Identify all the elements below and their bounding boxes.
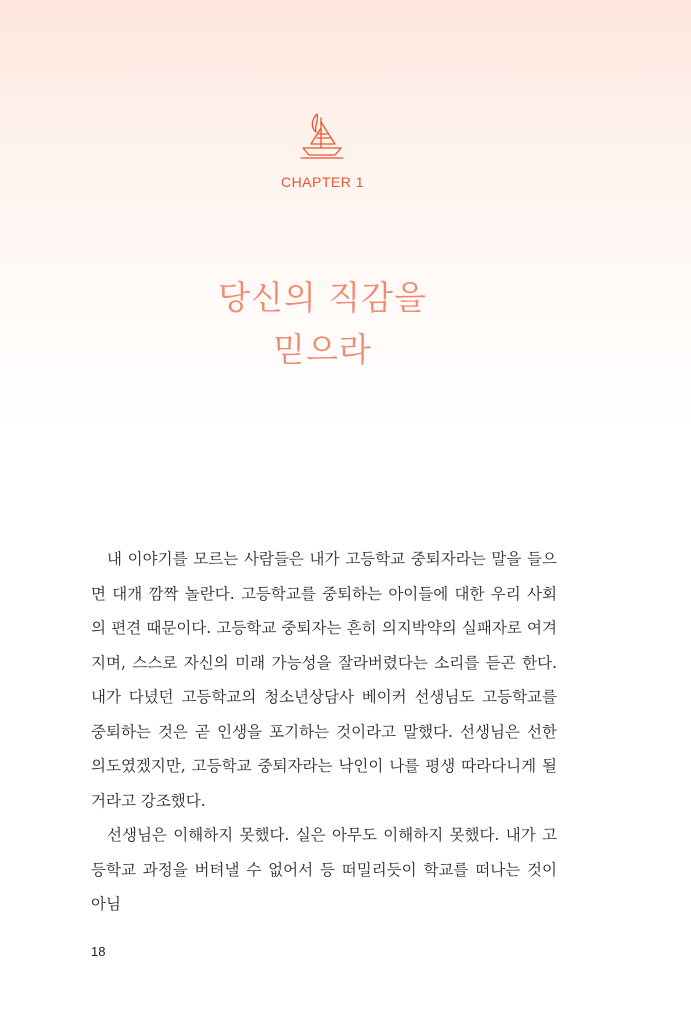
chapter-label: CHAPTER 1 — [280, 174, 365, 190]
paragraph: 내 이야기를 모르는 사람들은 내가 고등학교 중퇴자라는 말을 들으면 대개 깜짝 놀란다. 고등학교를 중퇴하는 아이들에 대한 우리 사회의 편견 때문이다. 고등학교 중퇴자는 흔히 의지박약의 실패자로 여겨지며, 스스로 자신의 미래 가능성을 잘라버렸다는 소리를 듣곤 한다. 내가 다녔던 고등학교의 청소년상담사 베이커 선생님도 고등학교를 중퇴하는 것은 곧 인생을 포기하는 것이라고 말했다. 선생님은 선한 의도였겠지만, 고등학교 중퇴자라는 낙인이 나를 평생 따라다니게 될 거라고 강조했다. — [91, 550, 557, 810]
page-number: 18 — [91, 944, 106, 959]
sailboat-icon — [297, 110, 349, 162]
chapter-title-line-2: 믿으라 — [273, 330, 372, 369]
chapter-title — [0, 272, 645, 376]
chapter-title-line-1: 당신의 직감을 — [218, 278, 427, 317]
body-text — [91, 542, 557, 922]
paragraph: 선생님은 이해하지 못했다. 실은 아무도 이해하지 못했다. 내가 고등학교 과정을 버텨낼 수 없어서 등 떠밀리듯이 학교를 떠나는 것이 아님 — [91, 826, 557, 913]
